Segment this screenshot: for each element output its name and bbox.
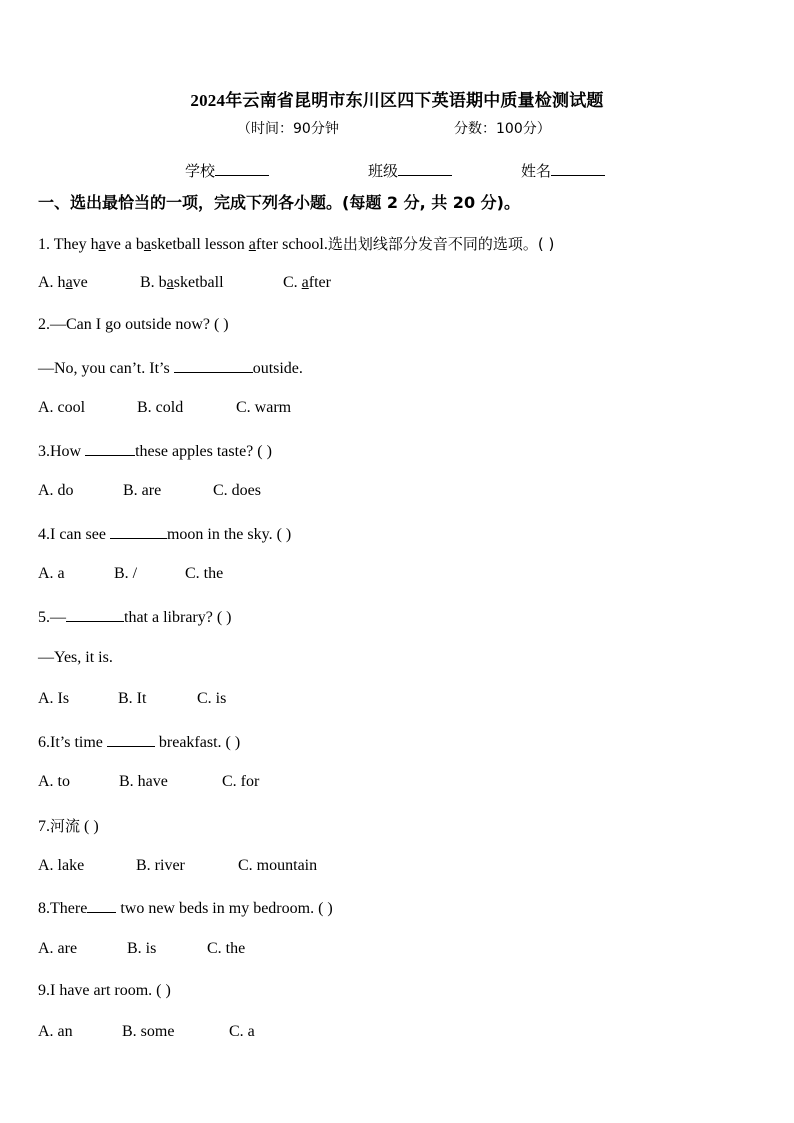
section-heading: 一、选出最恰当的一项，完成下列各小题。(每题 2 分, 共 20 分)。 xyxy=(38,193,520,212)
name-blank[interactable] xyxy=(551,161,605,176)
option-c[interactable]: C. for xyxy=(222,773,260,790)
option-c[interactable]: C. after xyxy=(283,274,331,291)
option-c[interactable]: C. the xyxy=(207,940,246,957)
option-b[interactable]: B. basketball xyxy=(140,274,224,291)
option-a[interactable]: A. have xyxy=(38,274,88,291)
option-b[interactable]: B. river xyxy=(136,857,185,874)
option-b[interactable]: B. is xyxy=(127,940,157,957)
option-c[interactable]: C. warm xyxy=(236,399,292,416)
question-5-stem: 5.— that a library? ( ) xyxy=(38,609,232,626)
option-a[interactable]: A. to xyxy=(38,773,70,790)
question-9-options xyxy=(38,1023,255,1041)
option-c[interactable]: C. is xyxy=(197,690,227,707)
total-score: 分数：100分） xyxy=(454,121,551,137)
class-blank[interactable] xyxy=(398,161,452,176)
question-1-options xyxy=(38,274,331,292)
question-8-options xyxy=(38,940,245,958)
option-c[interactable]: C. a xyxy=(229,1023,255,1040)
question-8-stem: 8.There two new beds in my bedroom. ( ) xyxy=(38,900,333,917)
answer-blank[interactable] xyxy=(110,524,167,539)
question-6-options xyxy=(38,773,259,791)
question-3-options xyxy=(38,482,261,500)
question-1-stem: 1. They have a basketball lesson after school.选出划线部分发音不同的选项。( ) xyxy=(38,235,555,253)
exam-title: 2024年云南省昆明市东川区四下英语期中质量检测试题 xyxy=(190,91,604,110)
question-3-stem: 3.How these apples taste? ( ) xyxy=(38,443,272,460)
question-5-options xyxy=(38,690,226,708)
option-c[interactable]: C. does xyxy=(213,482,261,499)
time-limit: （时间：90分钟 xyxy=(237,121,339,137)
option-a[interactable]: A. Is xyxy=(38,690,70,707)
option-a[interactable]: A. are xyxy=(38,940,78,957)
question-4-stem: 4.I can see moon in the sky. ( ) xyxy=(38,526,292,543)
answer-blank[interactable] xyxy=(87,898,116,913)
school-blank[interactable] xyxy=(215,161,269,176)
name-field xyxy=(521,160,605,181)
answer-blank[interactable] xyxy=(66,607,124,622)
option-a[interactable]: A. an xyxy=(38,1023,73,1040)
question-7-stem: 7.河流 ( ) xyxy=(38,817,99,835)
question-7-options xyxy=(38,857,317,875)
question-5-answer-line: —Yes, it is. xyxy=(38,649,113,666)
class-label: 班级 xyxy=(368,162,399,180)
question-4-options xyxy=(38,565,223,583)
answer-blank[interactable] xyxy=(107,732,155,747)
question-2-stem: 2.—Can I go outside now? ( ) xyxy=(38,316,229,333)
question-9-stem: 9.I have art room. ( ) xyxy=(38,982,171,999)
option-a[interactable]: A. lake xyxy=(38,857,85,874)
question-2-answer-line: —No, you can’t. It’s outside. xyxy=(38,360,303,377)
name-label: 姓名 xyxy=(521,162,552,180)
option-a[interactable]: A. a xyxy=(38,565,65,582)
option-c[interactable]: C. the xyxy=(185,565,224,582)
school-label: 学校 xyxy=(185,162,216,180)
answer-blank[interactable] xyxy=(85,441,135,456)
class-field xyxy=(368,160,452,181)
question-6-stem: 6.It’s time breakfast. ( ) xyxy=(38,734,241,751)
option-a[interactable]: A. cool xyxy=(38,399,86,416)
option-c[interactable]: C. mountain xyxy=(238,857,318,874)
answer-blank[interactable] xyxy=(174,358,253,373)
option-b[interactable]: B. / xyxy=(114,565,138,582)
option-a[interactable]: A. do xyxy=(38,482,74,499)
school-field xyxy=(185,160,269,181)
option-b[interactable]: B. some xyxy=(122,1023,175,1040)
option-b[interactable]: B. It xyxy=(118,690,147,707)
question-2-options xyxy=(38,399,291,417)
option-b[interactable]: B. cold xyxy=(137,399,184,416)
option-b[interactable]: B. are xyxy=(123,482,162,499)
option-b[interactable]: B. have xyxy=(119,773,168,790)
